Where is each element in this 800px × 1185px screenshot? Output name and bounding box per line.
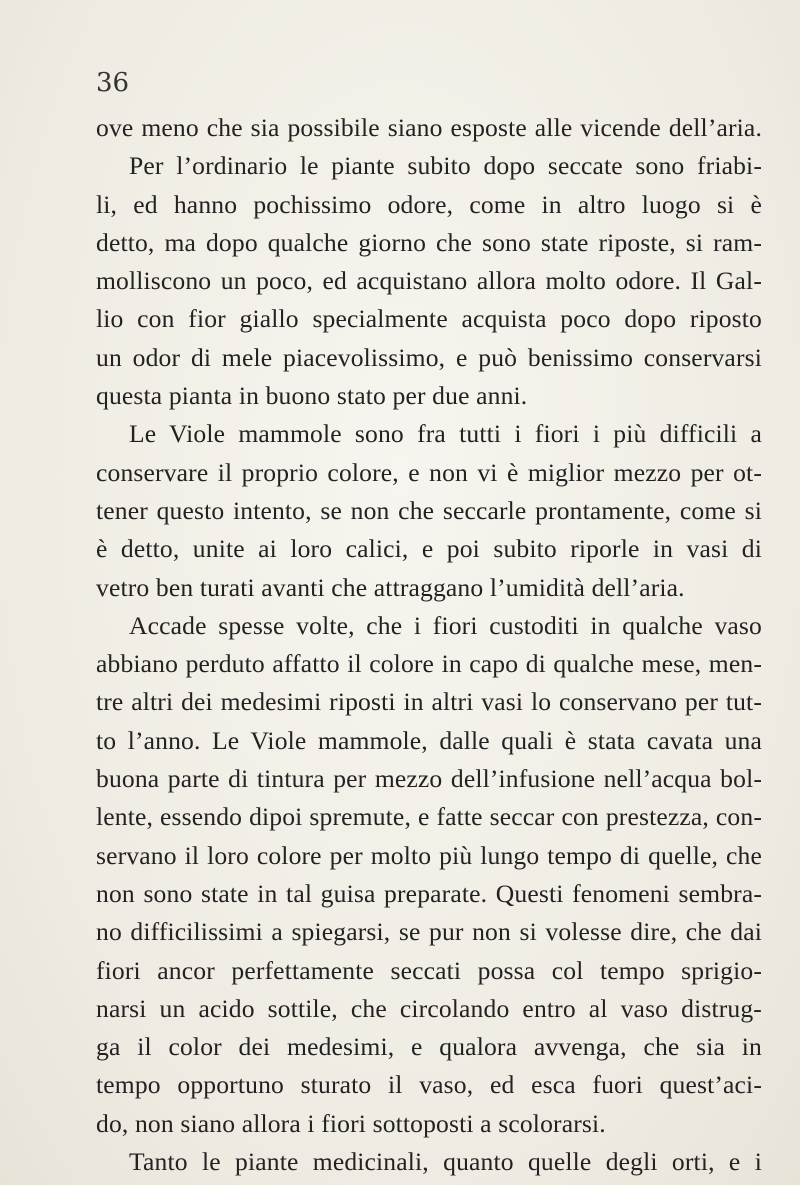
text-line: non sono state in tal guisa preparate. Questi fenomeni sembra- (96, 878, 762, 908)
text-line: questa pianta in buono stato per due anni. (96, 381, 528, 411)
text-line: detto, ma dopo qualche giorno che sono state riposte, si ram- (96, 227, 762, 257)
body-text (96, 109, 762, 1181)
text-line: Accade spesse volte, che i fiori custoditi in qualche vaso (129, 610, 762, 640)
text-line: servano il loro colore per molto più lungo tempo di quelle, che (96, 840, 762, 870)
text-line: to l’anno. Le Viole mammole, dalle quali è stata cavata una (96, 725, 762, 755)
text-line: tre altri dei medesimi riposti in altri vasi lo conservano per tut- (96, 687, 762, 717)
text-line: li, ed hanno pochissimo odore, come in altro luogo si è (96, 189, 762, 219)
text-line: Le Viole mammole sono fra tutti i fiori i più difficili a (129, 419, 762, 449)
text-line: ove meno che sia possibile siano esposte alle vicende dell’aria. (96, 113, 762, 142)
text-line: do, non siano allora i fiori sottoposti a scolorarsi. (96, 1108, 606, 1138)
text-line: Tanto le piante medicinali, quanto quelle degli orti, e i (129, 1147, 762, 1177)
text-line: è detto, unite ai loro calici, e poi subito riporle in vasi di (96, 534, 762, 564)
text-line: lente, essendo dipoi spremute, e fatte seccar con prestezza, con- (96, 802, 762, 832)
text-line: conservare il proprio colore, e non vi è miglior mezzo per ot- (96, 457, 762, 487)
text-line: buona parte di tintura per mezzo dell’infusione nell’acqua bol- (96, 764, 762, 794)
text-line: vetro ben turati avanti che attraggano l’umidità dell’aria. (96, 572, 685, 602)
text-line: no difficilissimi a spiegarsi, se pur non si volesse dire, che dai (96, 917, 762, 947)
text-line: molliscono un poco, ed acquistano allora molto odore. Il Gal- (96, 266, 762, 296)
text-line: un odor di mele piacevolissimo, e può benissimo conservarsi (96, 342, 762, 372)
text-line: Per l’ordinario le piante subito dopo seccate sono friabi- (129, 151, 762, 181)
text-line: narsi un acido sottile, che circolando entro al vaso distrug- (96, 993, 762, 1023)
text-line: tempo opportuno sturato il vaso, ed esca fuori quest’aci- (96, 1070, 762, 1100)
text-line: fiori ancor perfettamente seccati possa col tempo sprigio- (96, 955, 762, 985)
text-line: abbiano perduto affatto il colore in capo di qualche mese, men- (96, 649, 762, 679)
text-line: lio con fior giallo specialmente acquista poco dopo riposto (96, 304, 762, 334)
page-number: 36 (96, 68, 130, 98)
text-line: tener questo intento, se non che seccarle prontamente, come si (96, 495, 762, 525)
text-line: ga il color dei medesimi, e qualora avvenga, che sia in (96, 1032, 762, 1062)
